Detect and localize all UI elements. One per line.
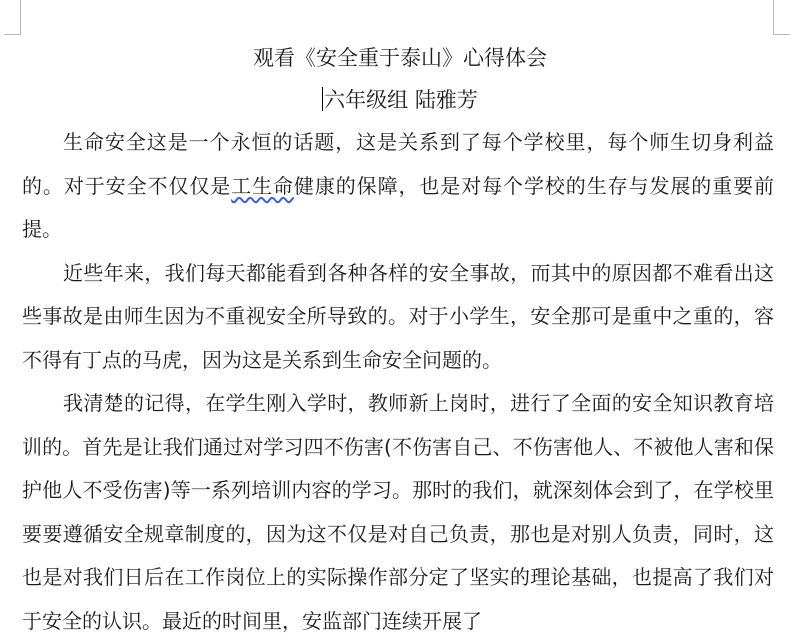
paragraph-1-after: 健康的保障，也是对每个学校的生存与发展的重要前提。 xyxy=(22,173,775,241)
title-text: 观看《安全重于泰山》心得体会 xyxy=(253,46,547,70)
paragraph-1-before: 生命安全这是一个永恒的话题，这是关系到了每个学校里，每个师生切身利益的。对于安全不仅仅是 xyxy=(22,130,774,198)
author-text: 六年级组 陆雅芳 xyxy=(324,88,478,112)
paragraph-1 xyxy=(22,121,774,252)
document-body[interactable] xyxy=(22,121,774,643)
paragraph-3: 我清楚的记得，在学生刚入学时，教师新上岗时，进行了全面的安全知识教育培训的。首先是让我们通过对学习四不伤害(不伤害自己、不伤害他人、不被他人害和保护他人不受伤害)等一系列培训内容的学习。那时的我们，就深刻体会到了，在学校里要要遵循安全规章制度的，因为这不仅是对自己负责，那也是对别人负责，同时，这也是对我们日后在工作岗位上的实际操作部分定了坚实的理论基础，也提高了我们对于安全的认识。最近的时间里，安监部门连续开展了 xyxy=(22,391,774,633)
spellcheck-flagged-word[interactable]: 工生命 xyxy=(231,173,294,198)
author-line xyxy=(0,84,800,116)
document-title xyxy=(0,42,800,74)
paragraph-2: 近些年来，我们每天都能看到各种各样的安全事故，而其中的原因都不难看出这些事故是由师生因为不重视安全所导致的。对于小学生，安全那可是重中之重的，容不得有丁点的马虎，因为这是关系到生命安全问题的。 xyxy=(22,260,774,372)
text-cursor xyxy=(322,87,323,111)
margin-corner-mark-right xyxy=(773,0,790,35)
margin-corner-mark-left xyxy=(4,0,21,35)
